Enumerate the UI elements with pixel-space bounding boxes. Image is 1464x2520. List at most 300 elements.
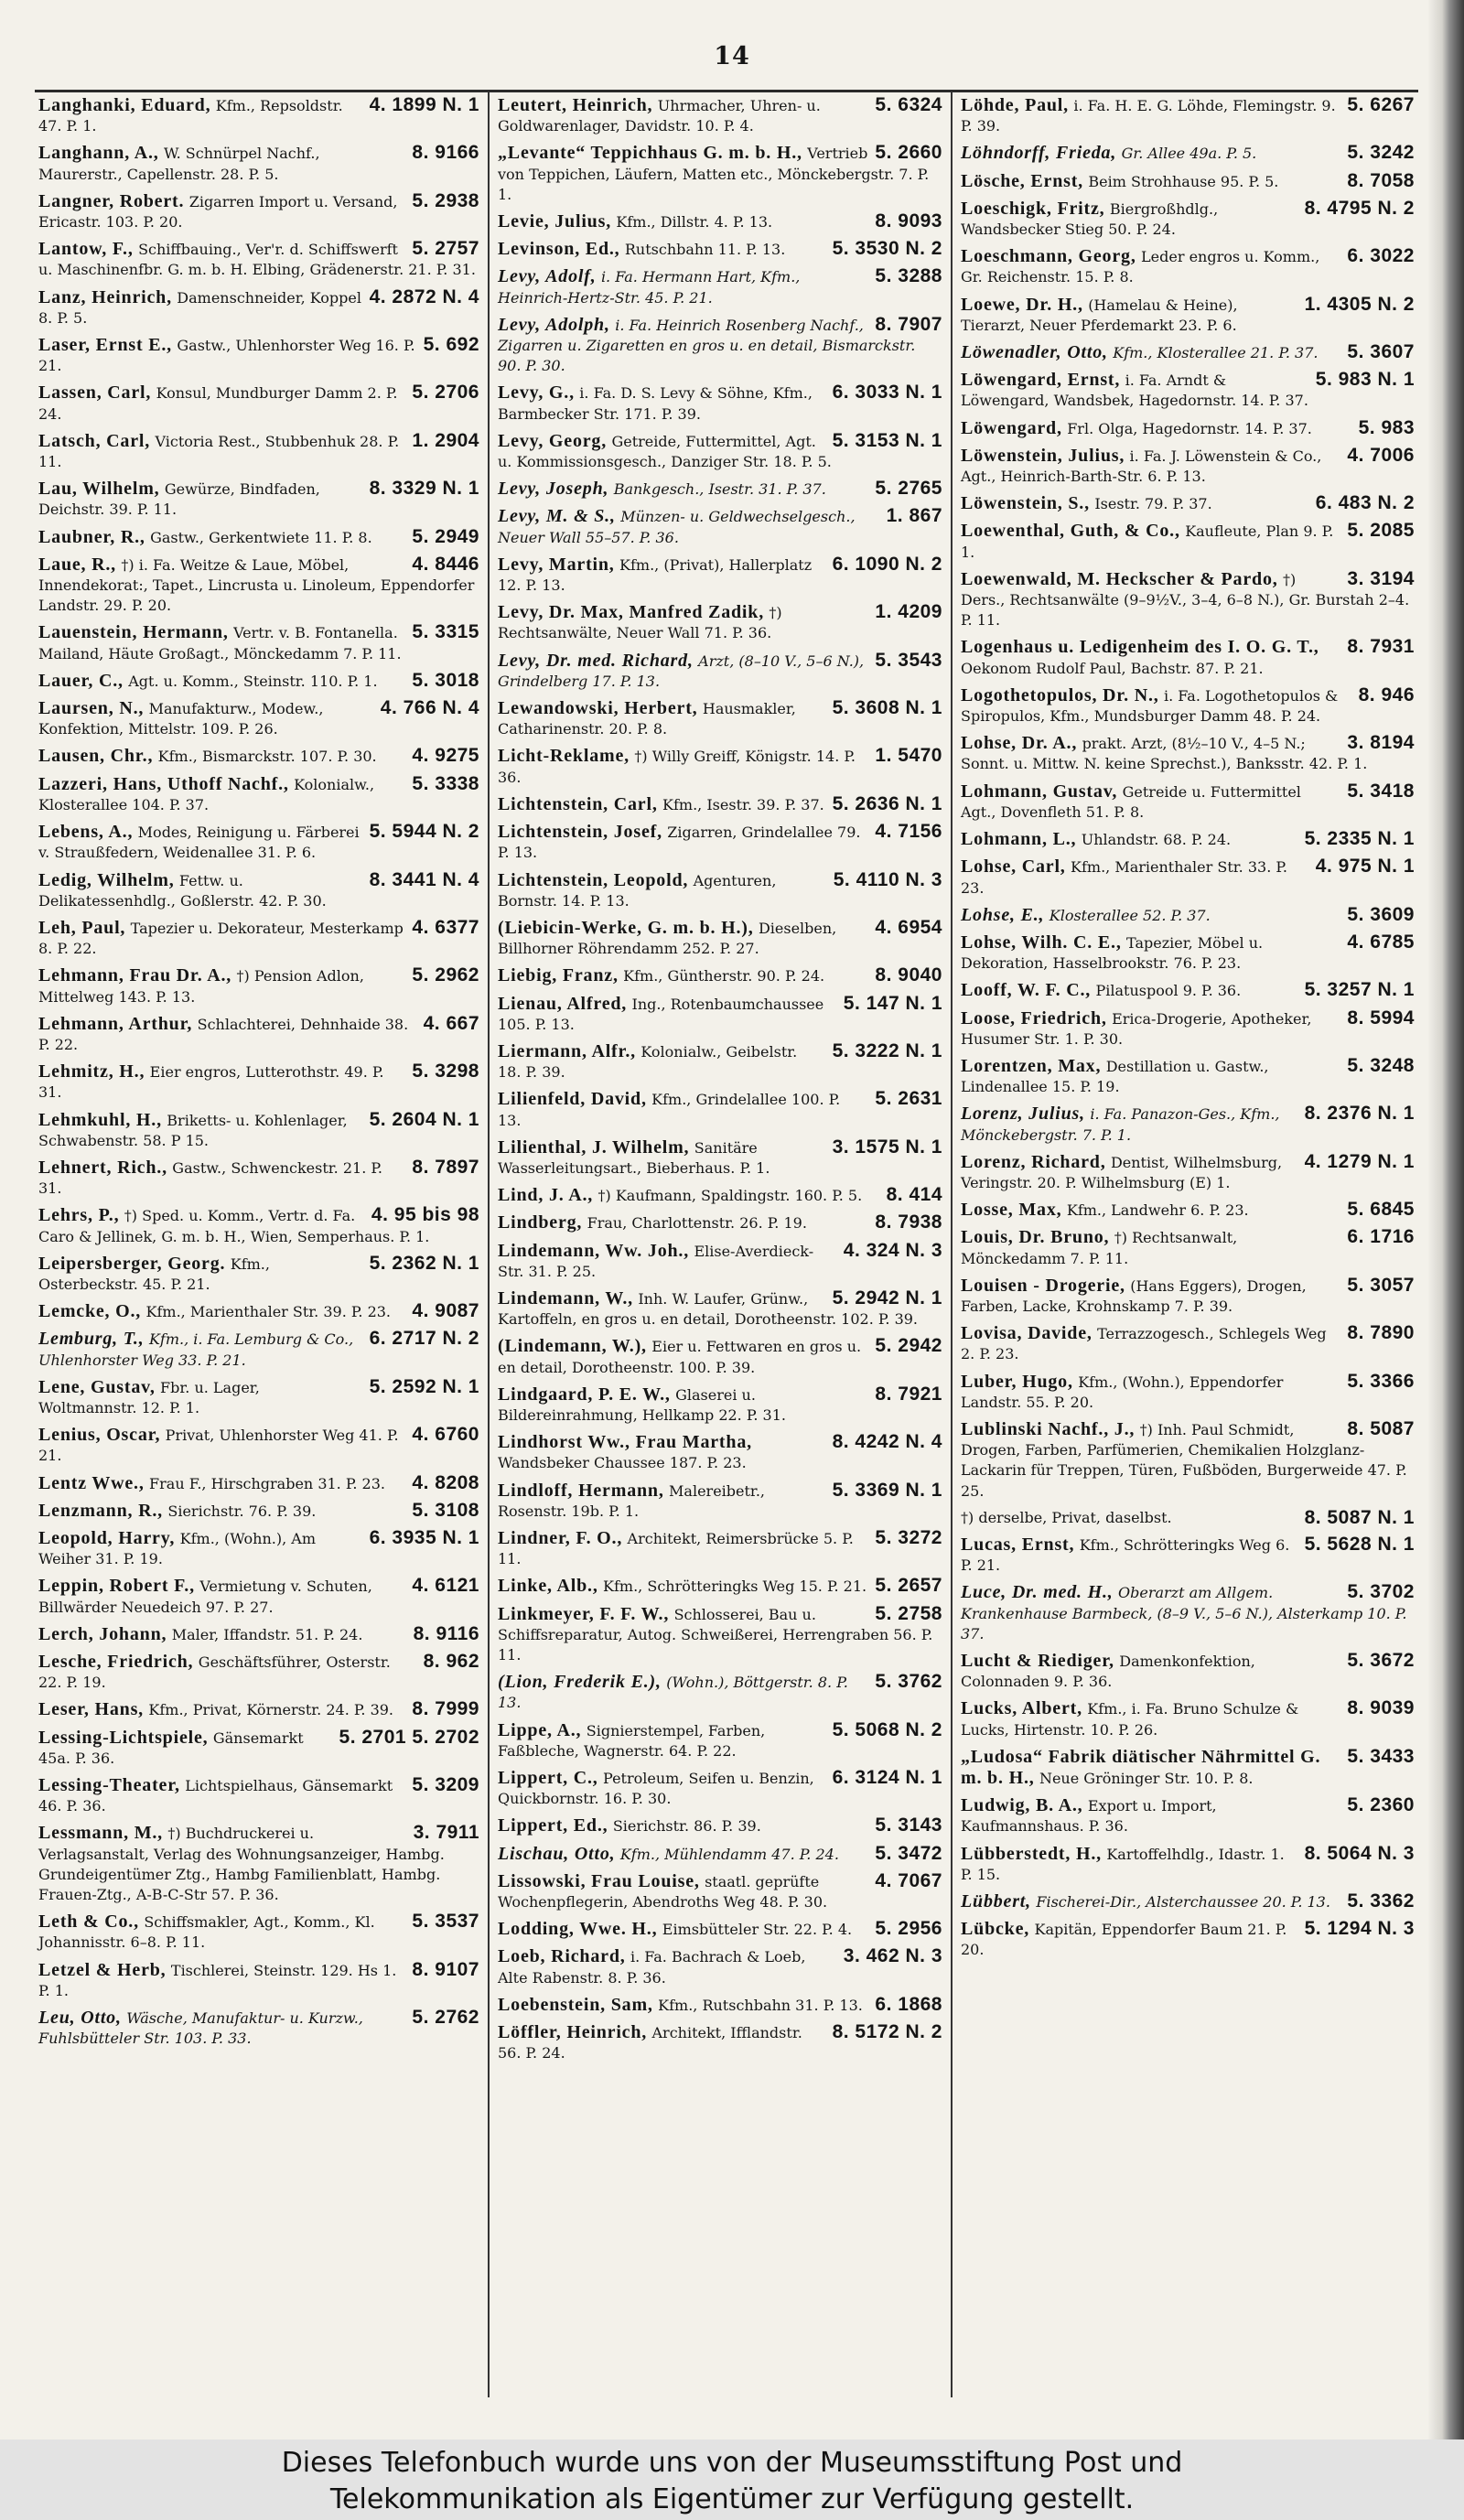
subscriber-detail: i. Fa. Panazon-Ges., Kfm., Mönckebergstr. 7. P. 1. <box>961 1105 1280 1144</box>
directory-entry <box>498 1844 942 1865</box>
directory-entry <box>38 1912 479 1953</box>
subscriber-detail: Kolonialw., Klosterallee 104. P. 37. <box>38 775 375 813</box>
subscriber-name: Lessing-Lichtspiele, <box>38 1727 209 1748</box>
subscriber-detail: †) derselbe, Privat, daselbst. <box>961 1508 1172 1526</box>
subscriber-name: Lanz, Heinrich, <box>38 286 172 307</box>
phone-number: 8. 962 <box>423 1651 479 1672</box>
phone-number: 8. 9107 <box>412 1958 479 1980</box>
subscriber-name: (Lion, Frederik E.), <box>498 1672 662 1693</box>
subscriber-name: Luber, Hugo, <box>961 1371 1073 1392</box>
directory-entry <box>38 746 479 767</box>
footer-notice <box>0 2439 1464 2520</box>
directory-column-2 <box>494 95 946 2401</box>
subscriber-name: Löwengard, <box>961 417 1062 438</box>
phone-number: 1. 4305 N. 2 <box>1304 293 1415 315</box>
phone-number: 5. 2592 N. 1 <box>369 1375 479 1397</box>
subscriber-detail: Maler, Iffandstr. 51. P. 24. <box>171 1625 363 1643</box>
directory-entry <box>961 1795 1415 1836</box>
directory-entry <box>961 1200 1415 1221</box>
phone-number: 4. 766 N. 4 <box>380 697 479 719</box>
directory-entry <box>38 870 479 911</box>
directory-entry <box>961 1276 1415 1317</box>
subscriber-name: Liebig, Franz, <box>498 965 619 986</box>
directory-entry <box>961 418 1415 439</box>
subscriber-detail: Gewürze, Bindfaden, Deichstr. 39. P. 11. <box>38 480 320 519</box>
directory-entry <box>38 555 479 617</box>
phone-number: 5. 6845 <box>1347 1199 1415 1221</box>
subscriber-detail: Rutschbahn 11. P. 13. <box>624 241 786 259</box>
subscriber-detail: Biergroßhdlg., Wandsbecker Stieg 50. P. 24. <box>961 199 1219 239</box>
subscriber-detail: Kfm., i. Fa. Lemburg & Co., Uhlenhorster Weg 33. P. 21. <box>38 1330 354 1369</box>
phone-number: 5. 3018 <box>412 669 479 691</box>
subscriber-name: Leipersberger, Georg. <box>38 1253 226 1274</box>
subscriber-name: Loewenthal, Guth, & Co., <box>961 521 1180 542</box>
phone-number: 5. 3369 N. 1 <box>832 1479 942 1501</box>
subscriber-name: (Liebicin-Werke, G. m. b. H.), <box>498 917 754 938</box>
subscriber-name: Lösche, Ernst, <box>961 170 1083 191</box>
subscriber-name: Lehnert, Rich., <box>38 1157 167 1178</box>
subscriber-name: Louisen - Drogerie, <box>961 1275 1125 1296</box>
phone-number: 5. 147 N. 1 <box>843 992 942 1014</box>
directory-entry <box>961 295 1415 336</box>
phone-number: 5. 2604 N. 1 <box>369 1108 479 1130</box>
directory-entry <box>498 1604 942 1666</box>
directory-entry <box>961 781 1415 823</box>
directory-entry <box>498 994 942 1035</box>
subscriber-name: Lerch, Johann, <box>38 1623 167 1644</box>
subscriber-detail: Uhrmacher, Uhren- u. Goldwarenlager, Davidstr. 10. P. 4. <box>498 97 821 135</box>
directory-column-1 <box>35 95 483 2401</box>
phone-number: 8. 7907 <box>875 313 942 335</box>
directory-entry <box>38 1728 479 1769</box>
subscriber-name: Lilienfeld, David, <box>498 1089 647 1110</box>
phone-number: 5. 3702 <box>1347 1581 1415 1603</box>
subscriber-name: Levinson, Ed., <box>498 239 620 260</box>
subscriber-detail: Destillation u. Gastw., Lindenallee 15. P. 19. <box>961 1057 1269 1096</box>
subscriber-name: Lublinski Nachf., J., <box>961 1418 1136 1439</box>
subscriber-name: Lienau, Alfred, <box>498 993 628 1014</box>
directory-entry <box>961 856 1415 898</box>
phone-number: 4. 1279 N. 1 <box>1304 1150 1415 1172</box>
subscriber-detail: Eimsbütteler Str. 22. P. 4. <box>662 1921 853 1939</box>
phone-number: 8. 4795 N. 2 <box>1304 197 1415 219</box>
subscriber-name: Lucks, Albert, <box>961 1698 1082 1719</box>
subscriber-name: Loeschmann, Georg, <box>961 246 1136 267</box>
subscriber-name: Löwenstein, S., <box>961 493 1090 514</box>
phone-number: 4. 7067 <box>875 1869 942 1891</box>
directory-entry <box>498 315 942 377</box>
phone-number: 5. 3543 <box>875 649 942 671</box>
subscriber-name: Loewe, Dr. H., <box>961 294 1083 315</box>
directory-entry <box>961 199 1415 240</box>
subscriber-detail: Leder engros u. Komm., Gr. Reichenstr. 15. P. 8. <box>961 248 1320 286</box>
phone-number: 5. 3418 <box>1347 780 1415 802</box>
phone-number: 5. 2942 <box>875 1335 942 1357</box>
phone-number: 4. 95 bis 98 <box>371 1204 479 1226</box>
subscriber-detail: Privat, Uhlenhorster Weg 41. P. 21. <box>38 1427 399 1465</box>
phone-number: 5. 3057 <box>1347 1274 1415 1296</box>
subscriber-name: Lichtenstein, Leopold, <box>498 869 689 890</box>
subscriber-detail: i. Fa. Heinrich Rosenberg Nachf., Zigarren u. Zigaretten en gros u. en detail, Bismarckstr. 90. P. 30. <box>498 316 916 375</box>
phone-number: 8. 5087 N. 1 <box>1304 1506 1415 1528</box>
subscriber-name: Lazzeri, Hans, Uthoff Nachf., <box>38 773 289 794</box>
phone-number: 5. 3366 <box>1347 1370 1415 1392</box>
phone-number: 5. 3607 <box>1347 341 1415 363</box>
subscriber-detail: Kfm., Schrötteringks Weg 15. P. 21. <box>603 1578 867 1596</box>
directory-entry <box>498 1576 942 1597</box>
subscriber-detail: Sierichstr. 86. P. 39. <box>612 1817 761 1836</box>
phone-number: 5. 2360 <box>1347 1794 1415 1816</box>
directory-entry <box>498 1137 942 1179</box>
subscriber-detail: Schlachterei, Dehnhaide 38. P. 22. <box>38 1015 409 1053</box>
directory-entry <box>38 1254 479 1295</box>
subscriber-name: Lauer, C., <box>38 670 124 691</box>
subscriber-name: Linke, Alb., <box>498 1576 598 1597</box>
directory-entry <box>498 1672 942 1713</box>
subscriber-name: Lantow, F., <box>38 239 134 260</box>
directory-entry <box>38 191 479 232</box>
footer-line-1: Dieses Telefonbuch wurde uns von der Museumsstiftung Post und <box>281 2447 1183 2479</box>
phone-number: 1. 867 <box>886 505 942 527</box>
subscriber-name: Lehmitz, H., <box>38 1061 145 1082</box>
directory-entry <box>961 569 1415 631</box>
subscriber-detail: Schlosserei, Bau u. Schiffsreparatur, Autog. Schweißerei, Herrengraben 56. P. 11. <box>498 1605 933 1664</box>
subscriber-detail: Fbr. u. Lager, Woltmannstr. 12. P. 1. <box>38 1378 260 1416</box>
phone-number: 5. 2636 N. 1 <box>832 792 942 814</box>
directory-entry <box>38 1528 479 1569</box>
directory-entry <box>38 1699 479 1720</box>
directory-entry <box>498 822 942 863</box>
subscriber-detail: Kfm., Marienthaler Str. 33. P. 23. <box>961 858 1287 897</box>
subscriber-name: Levy, M. & S., <box>498 506 616 527</box>
directory-entry <box>498 1212 942 1233</box>
scan-edge-shadow <box>1427 0 1464 2439</box>
directory-entry <box>498 1384 942 1426</box>
subscriber-name: Levie, Julius, <box>498 211 611 232</box>
phone-number: 5. 2757 <box>412 238 479 260</box>
subscriber-detail: Kfm., (Privat), Hallerplatz 12. P. 13. <box>498 555 813 595</box>
subscriber-name: (Lindemann, W.), <box>498 1336 647 1357</box>
subscriber-detail: Export u. Import, Kaufmannshaus. P. 36. <box>961 1797 1217 1836</box>
subscriber-name: Lau, Wilhelm, <box>38 479 160 500</box>
subscriber-name: Leth & Co., <box>38 1912 139 1933</box>
directory-entry <box>961 980 1415 1001</box>
header-rule <box>35 90 1418 92</box>
subscriber-detail: Tischlerei, Steinstr. 129. Hs 1. P. 1. <box>38 1961 397 1999</box>
subscriber-name: Lindloff, Hermann, <box>498 1480 664 1501</box>
subscriber-name: Langner, Robert. <box>38 190 185 211</box>
subscriber-detail: Vertr. v. B. Fontanella. Mailand, Häute Großagt., Mönckedamm 7. P. 11. <box>38 624 402 662</box>
directory-entry <box>498 965 942 986</box>
subscriber-name: Leppin, Robert F., <box>38 1576 195 1597</box>
phone-number: 8. 3329 N. 1 <box>369 478 479 500</box>
phone-number: 4. 1899 N. 1 <box>369 95 479 115</box>
subscriber-detail: i. Fa. Logothetopulos & Spiropulos, Kfm., Mundsburger Damm 48. P. 24. <box>961 686 1339 726</box>
subscriber-name: Lippe, A., <box>498 1719 582 1740</box>
phone-number: 8. 5064 N. 3 <box>1304 1842 1415 1864</box>
directory-entry <box>498 1241 942 1282</box>
directory-entry <box>38 1624 479 1645</box>
subscriber-name: Löhndorff, Frieda, <box>961 143 1117 164</box>
directory-entry <box>38 527 479 548</box>
subscriber-name: Ledig, Wilhelm, <box>38 869 175 890</box>
subscriber-detail: Gastw., Schwenckestr. 21. P. 31. <box>38 1158 382 1198</box>
subscriber-name: Lassen, Carl, <box>38 382 152 404</box>
subscriber-detail: Damenschneider, Koppel 8. P. 5. <box>38 288 361 327</box>
subscriber-detail: †) Sped. u. Komm., Vertr. d. Fa. Caro & Jellinek, G. m. b. H., Wien, Semperhaus. P. 1. <box>38 1207 430 1245</box>
subscriber-detail: Oberarzt am Allgem. Krankenhause Barmbeck, (8–9 V., 5–6 N.), Alsterkamp 10. P. 37. <box>961 1584 1407 1642</box>
phone-number: 1. 2904 <box>412 429 479 451</box>
phone-number: 5. 2942 N. 1 <box>832 1287 942 1308</box>
subscriber-detail: Zigarren, Grindelallee 79. P. 13. <box>498 824 861 862</box>
subscriber-detail: Kfm., Repsoldstr. 47. P. 1. <box>38 97 343 135</box>
phone-number: 4. 9087 <box>412 1300 479 1322</box>
subscriber-detail: Kfm., Bismarckstr. 107. P. 30. <box>157 748 377 766</box>
phone-number: 3. 1575 N. 1 <box>832 1136 942 1158</box>
directory-entry <box>38 1329 479 1370</box>
subscriber-name: Lehmkuhl, H., <box>38 1109 162 1130</box>
subscriber-detail: Konsul, Mundburger Damm 2. P. 24. <box>38 384 398 423</box>
directory-entry <box>38 287 479 328</box>
directory-entry <box>38 622 479 663</box>
phone-number: 8. 7938 <box>875 1212 942 1233</box>
directory-entry <box>961 171 1415 192</box>
phone-number: 4. 6954 <box>875 916 942 938</box>
directory-entry <box>961 733 1415 774</box>
subscriber-detail: Kartoffelhdlg., Idastr. 1. P. 15. <box>961 1845 1285 1883</box>
subscriber-name: Lohse, Wilh. C. E., <box>961 932 1122 953</box>
subscriber-detail: Elise-Averdieck-Str. 31. P. 25. <box>498 1242 814 1280</box>
subscriber-detail: Tapezier u. Dekorateur, Mesterkamp 8. P. 22. <box>38 919 404 958</box>
subscriber-detail: Fettw. u. Delikatessenhdlg., Goßlerstr. 42. P. 30. <box>38 871 327 910</box>
subscriber-name: Ludwig, B. A., <box>961 1795 1083 1816</box>
subscriber-name: Lemburg, T., <box>38 1329 145 1350</box>
phone-number: 5. 3537 <box>412 1911 479 1933</box>
page-number: 14 <box>714 42 750 70</box>
subscriber-name: Loewenwald, M. Heckscher & Pardo, <box>961 568 1278 589</box>
phone-number: 5. 3257 N. 1 <box>1304 979 1415 1001</box>
subscriber-name: Levy, G., <box>498 382 575 404</box>
subscriber-detail: Malereibetr., Rosenstr. 19b. P. 1. <box>498 1481 765 1520</box>
phone-number: 6. 1868 <box>875 1993 942 2015</box>
subscriber-detail: Eier engros, Lutterothstr. 49. P. 31. <box>38 1063 384 1102</box>
directory-entry <box>498 1720 942 1761</box>
subscriber-name: Linkmeyer, F. F. W., <box>498 1603 670 1624</box>
directory-entry <box>498 555 942 596</box>
directory-entry <box>961 1651 1415 1692</box>
directory-entry <box>38 95 479 136</box>
subscriber-detail: Sierichstr. 76. P. 39. <box>167 1502 317 1520</box>
subscriber-name: Levy, Martin, <box>498 554 615 575</box>
phone-number: 5. 3272 <box>875 1526 942 1548</box>
directory-entry <box>961 342 1415 363</box>
subscriber-detail: Arzt, (8–10 V., 5–6 N.), Grindelberg 17. P. 13. <box>498 652 865 690</box>
subscriber-name: Lodding, Wwe. H., <box>498 1919 658 1940</box>
directory-entry <box>498 1946 942 1987</box>
phone-number: 5. 3672 <box>1347 1650 1415 1671</box>
directory-entry <box>498 1815 942 1836</box>
phone-number: 4. 6121 <box>412 1575 479 1597</box>
subscriber-detail: Getreide u. Futtermittel Agt., Dovenfleth 51. P. 8. <box>961 782 1301 821</box>
directory-entry <box>498 1919 942 1940</box>
subscriber-name: Lohse, Dr. A., <box>961 733 1078 754</box>
phone-number: 5. 2758 <box>875 1602 942 1624</box>
subscriber-name: Lauenstein, Hermann, <box>38 622 229 643</box>
phone-number: 4. 6760 <box>412 1424 479 1446</box>
subscriber-name: Lübberstedt, H., <box>961 1843 1102 1864</box>
phone-number: 8. 7999 <box>412 1698 479 1720</box>
subscriber-detail: Kfm., Privat, Körnerstr. 24. P. 39. <box>148 1701 394 1719</box>
directory-entry <box>961 1747 1415 1789</box>
directory-entry <box>38 1652 479 1693</box>
subscriber-detail: Kfm., Güntherstr. 90. P. 24. <box>623 967 825 985</box>
phone-number: 8. 946 <box>1358 684 1415 705</box>
subscriber-name: Lucht & Riediger, <box>961 1651 1114 1671</box>
directory-entry <box>38 335 479 376</box>
directory-entry <box>961 1535 1415 1576</box>
phone-number: 5. 3288 <box>875 265 942 287</box>
subscriber-detail: Kfm., Grindelallee 100. P. 13. <box>498 1091 841 1129</box>
subscriber-name: Lindemann, Ww. Joh., <box>498 1240 690 1261</box>
subscriber-name: Loebenstein, Sam, <box>498 1994 653 2015</box>
subscriber-detail: Kapitän, Eppendorfer Baum 21. P. 20. <box>961 1921 1287 1959</box>
subscriber-detail: Münzen- u. Geldwechselgesch., Neuer Wall 55–57. P. 36. <box>498 508 856 546</box>
phone-number: 4. 8208 <box>412 1471 479 1493</box>
subscriber-name: Lind, J. A., <box>498 1185 594 1206</box>
subscriber-detail: i. Fa. D. S. Levy & Söhne, Kfm., Barmbecker Str. 171. P. 39. <box>498 384 813 423</box>
subscriber-name: Löffler, Heinrich, <box>498 2022 648 2043</box>
subscriber-name: Langhann, A., <box>38 143 159 164</box>
subscriber-name: Luce, Dr. med. H., <box>961 1582 1114 1603</box>
subscriber-name: Lucas, Ernst, <box>961 1534 1075 1555</box>
subscriber-detail: Briketts- u. Kohlenlager, Schwabenstr. 58. P 15. <box>38 1111 348 1149</box>
phone-number: 5. 3143 <box>875 1815 942 1836</box>
phone-number: 5. 2706 <box>412 382 479 404</box>
subscriber-detail: i. Fa. H. E. G. Löhde, Flemingstr. 9. P. 39. <box>961 97 1336 135</box>
subscriber-detail: Architekt, Ifflandstr. 56. P. 24. <box>498 2024 802 2062</box>
subscriber-name: Loose, Friedrich, <box>961 1007 1107 1028</box>
subscriber-detail: Kfm., Marienthaler Str. 39. P. 23. <box>145 1303 392 1321</box>
phone-number: 5. 3608 N. 1 <box>832 697 942 719</box>
phone-number: 8. 5994 <box>1347 1007 1415 1028</box>
directory-entry <box>38 1205 479 1246</box>
phone-number: 8. 4242 N. 4 <box>832 1431 942 1453</box>
phone-number: 5. 3298 <box>412 1061 479 1082</box>
directory-entry <box>38 1061 479 1103</box>
subscriber-detail: Gänsemarkt 45a. P. 36. <box>38 1728 304 1767</box>
subscriber-detail: Bankgesch., Isestr. 31. P. 37. <box>613 480 826 499</box>
directory-entry <box>961 1056 1415 1097</box>
directory-entry <box>961 1582 1415 1644</box>
subscriber-name: Laser, Ernst E., <box>38 335 172 356</box>
phone-number: 5. 5628 N. 1 <box>1304 1533 1415 1555</box>
subscriber-name: Löwengard, Ernst, <box>961 370 1121 391</box>
subscriber-name: Lorentzen, Max, <box>961 1055 1102 1076</box>
phone-number: 4. 8446 <box>412 553 479 575</box>
subscriber-detail: Beim Strohhause 95. P. 5. <box>1088 172 1279 190</box>
directory-entry <box>38 239 479 280</box>
subscriber-name: Lindberg, <box>498 1212 583 1233</box>
subscriber-name: Laubner, R., <box>38 526 145 547</box>
subscriber-detail: Sanitäre Wasserleitungsart., Bieberhaus. P. 1. <box>498 1138 770 1177</box>
directory-entry <box>961 1891 1415 1912</box>
phone-number: 5. 5068 N. 2 <box>832 1718 942 1740</box>
phone-number: 8. 3441 N. 4 <box>369 868 479 890</box>
subscriber-name: Lichtenstein, Josef, <box>498 822 662 843</box>
subscriber-name: Leser, Hans, <box>38 1699 144 1720</box>
subscriber-detail: Isestr. 79. P. 37. <box>1094 495 1212 513</box>
phone-number: 5. 1294 N. 3 <box>1304 1918 1415 1940</box>
subscriber-detail: Gastw., Uhlenhorster Weg 16. P. 21. <box>38 337 415 375</box>
directory-entry <box>498 1288 942 1330</box>
phone-number: 5. 3609 <box>1347 903 1415 925</box>
phone-number: 8. 5087 <box>1347 1417 1415 1439</box>
directory-entry <box>961 905 1415 926</box>
directory-entry <box>498 1336 942 1377</box>
subscriber-detail: Terrazzogesch., Schlegels Weg 2. P. 23. <box>961 1325 1327 1363</box>
directory-entry <box>38 1823 479 1905</box>
directory-entry <box>38 822 479 863</box>
directory-entry <box>498 746 942 787</box>
subscriber-detail: Damenkonfektion, Colonnaden 9. P. 36. <box>961 1653 1255 1691</box>
directory-entry <box>498 1089 942 1130</box>
phone-number: 3. 3194 <box>1347 567 1415 589</box>
directory-entry <box>498 2022 942 2063</box>
subscriber-name: Lindhorst Ww., Frau Martha, <box>498 1432 752 1453</box>
directory-entry <box>498 1481 942 1522</box>
phone-number: 5. 2362 N. 1 <box>369 1252 479 1274</box>
subscriber-name: Löwenstein, Julius, <box>961 445 1125 466</box>
subscriber-detail: Kfm., Klosterallee 21. P. 37. <box>1113 344 1319 362</box>
phone-number: 8. 7931 <box>1347 636 1415 658</box>
subscriber-detail: Inh. W. Laufer, Grünw., Kartoffeln, en gros u. en detail, Dorotheenstr. 102. P. 39. <box>498 1289 919 1329</box>
directory-entry <box>961 246 1415 287</box>
directory-entry <box>961 95 1415 136</box>
subscriber-detail: Oekonom Rudolf Paul, Bachstr. 87. P. 21. <box>961 659 1264 677</box>
subscriber-detail: Tapezier, Möbel u. Dekoration, Hasselbrookstr. 76. P. 23. <box>961 933 1264 973</box>
subscriber-name: Levy, Dr. Max, Manfred Zadik, <box>498 602 764 623</box>
directory-entry <box>498 1185 942 1206</box>
phone-number: 1. 4209 <box>875 601 942 623</box>
subscriber-name: Lausen, Chr., <box>38 746 154 767</box>
subscriber-name: Lehmann, Arthur, <box>38 1013 193 1034</box>
subscriber-name: Lemcke, O., <box>38 1301 142 1322</box>
phone-number: 4. 975 N. 1 <box>1315 856 1415 878</box>
directory-entry <box>38 143 479 184</box>
phone-number: 5. 6267 <box>1347 95 1415 115</box>
subscriber-name: Löhde, Paul, <box>961 95 1069 115</box>
directory-entry <box>961 370 1415 411</box>
subscriber-detail: Uhlandstr. 68. P. 24. <box>1081 831 1232 849</box>
directory-entry <box>38 1501 479 1522</box>
phone-number: 6. 3033 N. 1 <box>832 382 942 404</box>
phone-number: 5. 692 <box>423 334 479 356</box>
subscriber-name: Leu, Otto, <box>38 2008 122 2029</box>
subscriber-name: Levy, Adolf, <box>498 266 597 287</box>
subscriber-name: Loeschigk, Fritz, <box>961 198 1105 219</box>
phone-number: 1. 5470 <box>875 745 942 767</box>
subscriber-name: „Levante“ Teppichhaus G. m. b. H., <box>498 143 802 164</box>
directory-entry <box>498 431 942 472</box>
subscriber-detail: staatl. geprüfte Wochenpflegerin, Abendroths Weg 48. P. 30. <box>498 1872 828 1912</box>
subscriber-name: Lorenz, Julius, <box>961 1104 1085 1125</box>
subscriber-name: Lewandowski, Herbert, <box>498 698 698 719</box>
directory-entry <box>38 431 479 472</box>
subscriber-detail: Frau, Charlottenstr. 26. P. 19. <box>587 1214 807 1233</box>
subscriber-detail: Kfm., Dillstr. 4. P. 13. <box>616 213 773 232</box>
subscriber-name: Lene, Gustav, <box>38 1376 156 1397</box>
subscriber-name: Lohmann, Gustav, <box>961 781 1118 802</box>
